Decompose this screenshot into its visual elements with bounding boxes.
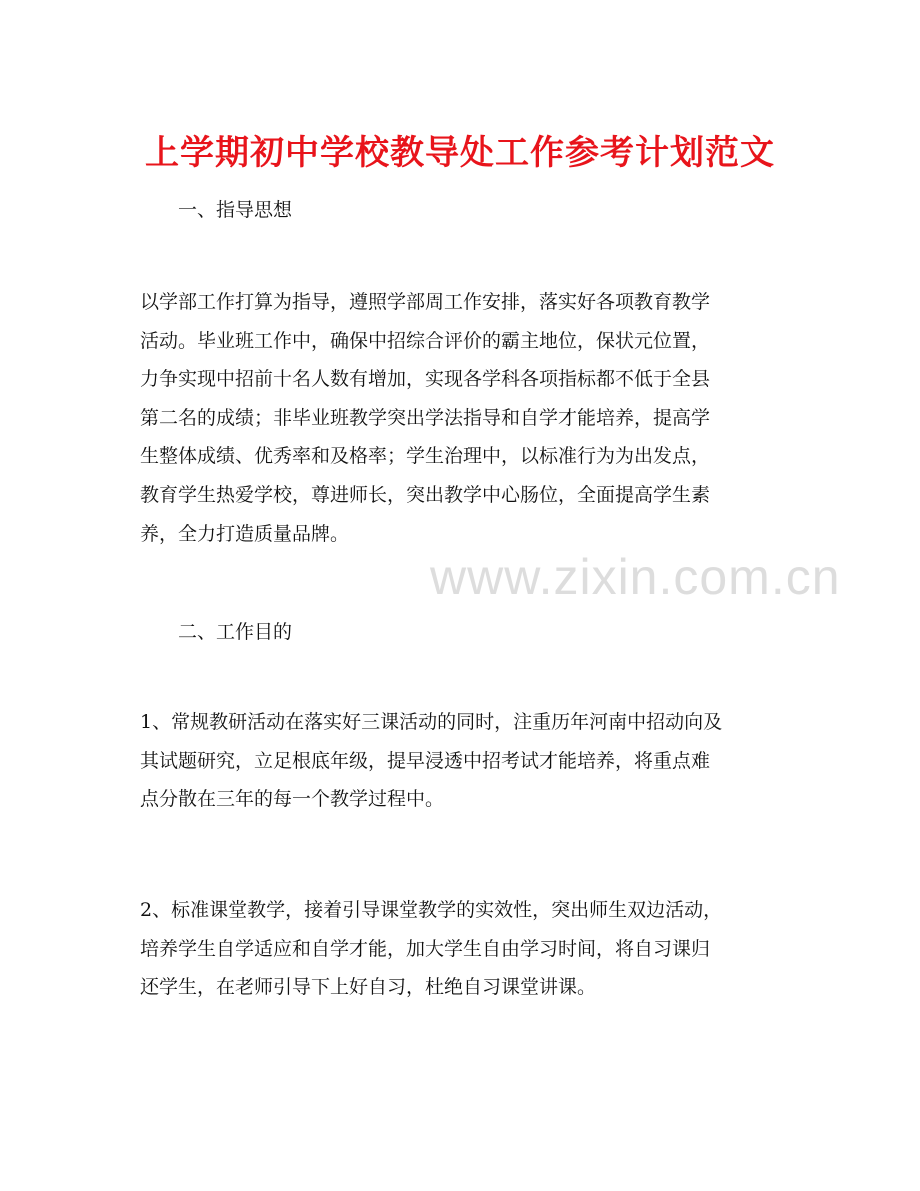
paragraph-line: 教育学生热爱学校，尊进师长，突出教学中心肠位，全面提高学生素 [140,483,711,506]
paragraph-line: 力争实现中招前十名人数有增加，实现各学科各项指标都不低于全县 [140,368,711,391]
paragraph-line: 生整体成绩、优秀率和及格率；学生治理中，以标准行为为出发点， [140,445,711,468]
paragraph-line: 以学部工作打算为指导，遵照学部周工作安排，落实好各项教育教学 [140,291,711,313]
watermark: www.zixin.com.cn [430,549,841,605]
paragraph-line: 活动。毕业班工作中，确保中招综合评价的霸主地位，保状元位置， [140,329,711,352]
paragraph-guiding-ideology [140,283,785,553]
paragraph-line: 2、标准课堂教学，接着引导课堂教学的实效性，突出师生双边活动， [140,899,723,921]
section-heading-guiding-ideology: 一、指导思想 [178,199,293,221]
paragraph-line: 还学生，在老师引导下上好自习，杜绝自习课堂讲课。 [140,976,597,999]
document-title: 上学期初中学校教导处工作参考计划范文 [145,133,775,173]
paragraph-line: 培养学生自学适应和自学才能，加大学生自由学习时间，将自习课归 [140,937,711,960]
paragraph-line: 第二名的成绩；非毕业班教学突出学法指导和自学才能培养，提高学 [140,406,711,429]
paragraph-line: 1、常规教研活动在落实好三课活动的同时，注重历年河南中招动向及 [140,711,723,733]
paragraph-goal-1 [140,703,785,819]
section-heading-work-goals: 二、工作目的 [178,621,293,643]
paragraph-line: 养，全力打造质量品牌。 [140,522,350,545]
paragraph-line: 点分散在三年的每一个教学过程中。 [140,788,445,811]
paragraph-goal-2 [140,891,785,1007]
paragraph-line: 其试题研究，立足根底年级，提早浸透中招考试才能培养，将重点难 [140,749,711,772]
